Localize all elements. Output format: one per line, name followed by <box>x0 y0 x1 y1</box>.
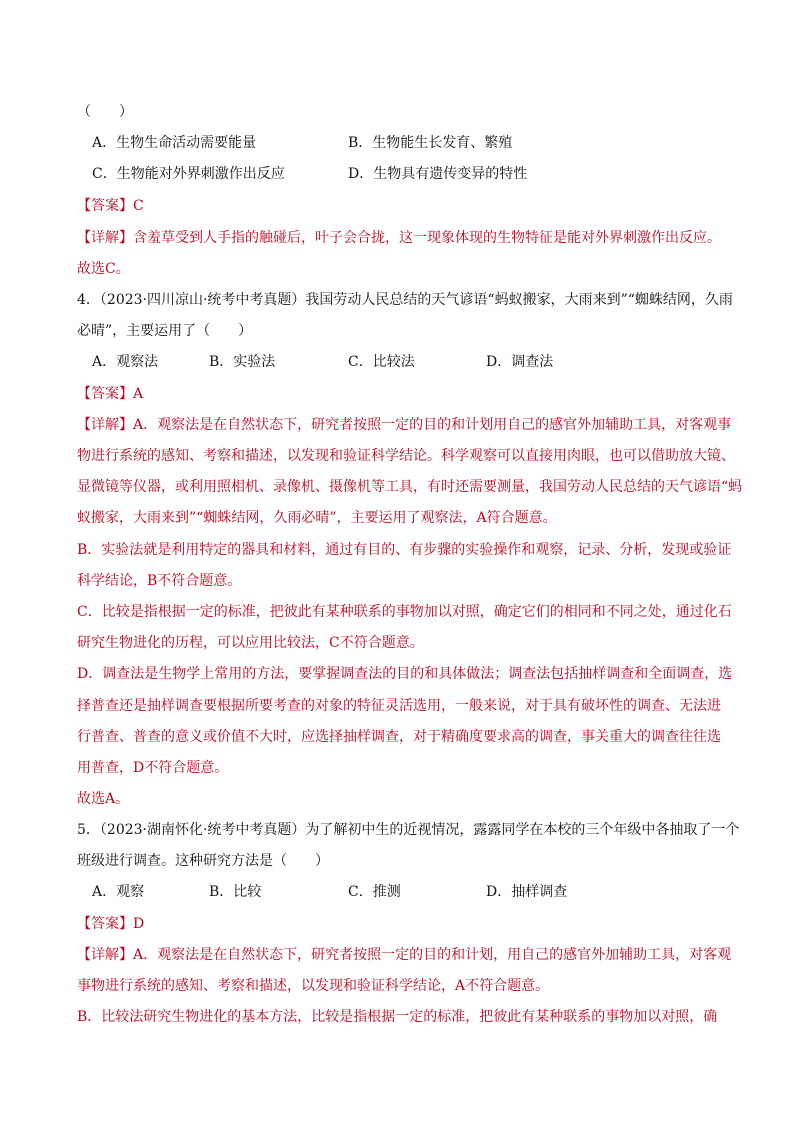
q5-option-d: D．抽样调查 <box>486 884 568 900</box>
q4-detail-line-10: 行普查、普查的意义或价值不大时，应选择抽样调查，对于精确度要求高的调查，事关重大的调查往往选 <box>77 729 721 745</box>
q4-detail-line-3: 蚁搬家，大雨来到”“蜘蛛结网，久雨必晴”，主要运用了观察法，A符合题意。 <box>77 510 557 526</box>
detail-label: 【详解】 <box>77 947 133 963</box>
q4-answer <box>77 384 143 404</box>
q5-option-c: C．推测 <box>348 884 401 900</box>
q5-option-b: B．比较 <box>209 884 262 900</box>
answer-label: 【答案】 <box>77 386 133 402</box>
q4-detail-line-4: B．实验法就是利用特定的器具和材料，通过有目的、有步骤的实验操作和观察，记录、分析，发现或验证 <box>77 542 732 558</box>
q3-option-c: C．生物能对外界刺激作出反应 <box>92 166 285 182</box>
detail-text: 含羞草受到人手指的触碰后，叶子会合拢，这一现象体现的生物特征是能对外界刺激作出反应。 <box>133 230 721 246</box>
q4-conclusion: 故选A。 <box>77 791 130 807</box>
answer-label: 【答案】 <box>77 198 133 214</box>
detail-text: A．观察法是在自然状态下，研究者按照一定的目的和计划，用自己的感官外加辅助工具，对客观 <box>133 947 732 963</box>
q3-option-b: B．生物能生长发育、繁殖 <box>348 135 513 151</box>
q5-answer <box>77 914 144 934</box>
q4-stem-line1: 4．（2023·四川凉山·统考中考真题）我国劳动人民总结的天气谚语“蚂蚁搬家，大雨来到”“蜘蛛结网，久雨 <box>77 292 733 308</box>
detail-text: A．观察法是在自然状态下，研究者按照一定的目的和计划用自己的感官外加辅助工具，对客观事 <box>133 417 732 433</box>
q4-option-b: B．实验法 <box>209 354 276 370</box>
q5-option-a: A．观察 <box>92 884 145 900</box>
q4-detail-line-2: 显微镜等仪器，或利用照相机、录像机、摄像机等工具，有时还需要测量，我国劳动人民总结的天气谚语“蚂 <box>77 479 743 495</box>
q5-detail-line-0 <box>77 945 731 965</box>
q3-conclusion: 故选C。 <box>77 261 130 277</box>
q4-detail-line-1: 物进行系统的感知、考察和描述，以发现和验证科学结论。科学观察可以直接用肉眼，也可以借助放大镜、 <box>77 448 735 464</box>
q5-stem-line1: 5．（2023·湖南怀化·统考中考真题）为了解初中生的近视情况，露露同学在本校的三个年级中各抽取了一个 <box>77 822 740 838</box>
q3-option-a: A．生物生命活动需要能量 <box>92 135 257 151</box>
q3-detail <box>77 228 721 248</box>
answer-value: D <box>133 916 145 932</box>
q4-detail-line-0 <box>77 415 731 435</box>
q4-option-a: A．观察法 <box>92 354 159 370</box>
detail-label: 【详解】 <box>77 230 133 246</box>
q4-detail-line-6: C．比较是指根据一定的标准，把彼此有某种联系的事物加以对照，确定它们的相同和不同之处，通过化石 <box>77 604 732 620</box>
q4-detail-line-7: 研究生物进化的历程，可以应用比较法，C不符合题意。 <box>77 635 424 651</box>
q5-stem-line2: 班级进行调查。这种研究方法是（ ） <box>77 853 329 869</box>
answer-label: 【答案】 <box>77 916 133 932</box>
q4-option-d: D．调查法 <box>486 354 554 370</box>
q3-stem-tail: （ ） <box>77 104 133 120</box>
q5-detail-line-2: B．比较法研究生物进化的基本方法，比较是指根据一定的标准，把彼此有某种联系的事物加以对照，确 <box>77 1009 718 1025</box>
q5-detail-line-1: 事物进行系统的感知、考察和描述，以发现和验证科学结论，A不符合题意。 <box>77 978 550 994</box>
q3-option-d: D．生物具有遗传变异的特性 <box>348 166 528 182</box>
q3-answer <box>77 196 144 216</box>
answer-value: A <box>133 386 144 402</box>
q4-detail-line-11: 用普查，D不符合题意。 <box>77 760 229 776</box>
q4-detail-line-9: 择普查还是抽样调查要根据所要考查的对象的特征灵活选用，一般来说，对于具有破坏性的调查、无法进 <box>77 698 721 714</box>
detail-label: 【详解】 <box>77 417 133 433</box>
q4-option-c: C．比较法 <box>348 354 415 370</box>
answer-value: C <box>133 198 144 214</box>
q4-stem-line2: 必晴”，主要运用了（ ） <box>77 323 253 339</box>
q4-detail-line-5: 科学结论，B不符合题意。 <box>77 573 242 589</box>
q4-detail-line-8: D．调查法是生物学上常用的方法，要掌握调查法的目的和具体做法；调查法包括抽样调查和全面调查，选 <box>77 666 733 682</box>
